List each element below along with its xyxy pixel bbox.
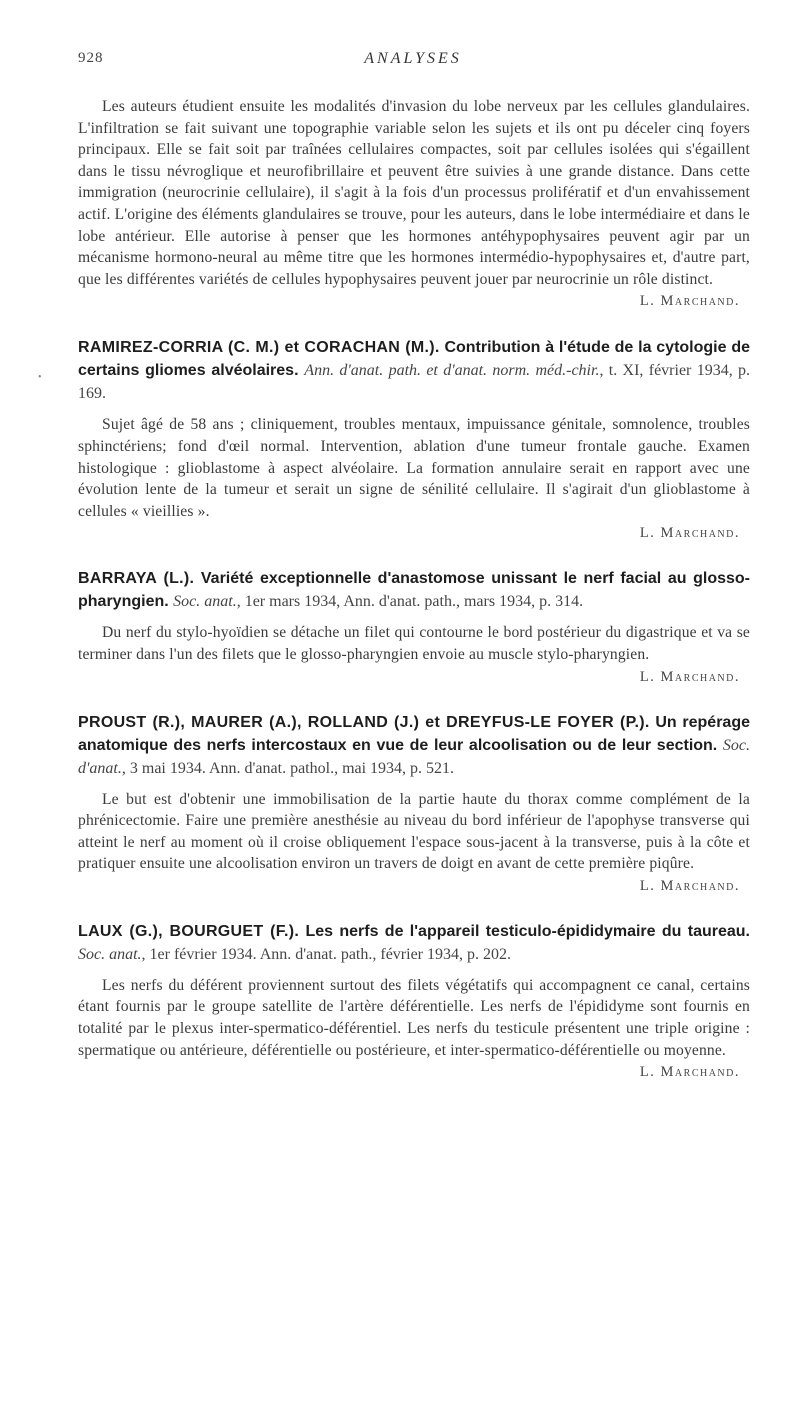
entry-reference <box>173 593 583 610</box>
entry-ref-details: , 1er février 1934. Ann. d'anat. path., février 1934, p. 202. <box>141 945 511 963</box>
page-content <box>78 96 750 1083</box>
entry-heading <box>78 711 750 780</box>
entry-body: Les nerfs du déférent proviennent surtout des filets végétatifs qui accompagnent ce canal, certains étant fournis par le groupe satellite de l'artère déférentielle. Les nerfs de l'épididyme sont fournis en totalité par le plexus inter-spermatico-déférentiel. Les nerfs du testicule présentent une triple origine : spermatique ou antérieure, déférentielle ou postérieure, et inter-spermatico-déférentielle ou moyenne. <box>78 976 750 1059</box>
entry-journal: Soc. anat. <box>173 593 237 611</box>
running-title: ANALYSES <box>364 50 462 67</box>
abstract-entry-4 <box>78 920 750 1083</box>
entry-heading <box>78 567 750 613</box>
entry-signature: L. Marchand. <box>639 668 740 685</box>
entry-ref-details: , t. XI, février 1934, p. 169. <box>78 362 751 403</box>
abstract-entry-1 <box>78 336 750 544</box>
intro-signature: L. Marchand. <box>639 293 740 310</box>
margin-dot: • <box>38 372 42 383</box>
entry-signature: L. Marchand. <box>639 525 740 542</box>
page-header <box>78 50 748 74</box>
entry-heading <box>78 336 750 405</box>
entry-journal: Soc. anat. <box>78 945 142 963</box>
entry-body: Sujet âgé de 58 ans ; cliniquement, troubles mentaux, impuissance génitale, somnolence, troubles sphinctériens; fond d'œil normal. Intervention, ablation d'une tumeur frontale gauche. Examen histologique : glioblastome à aspect alvéolaire. La formation annulaire serait en rapport avec une évolution lente de la tumeur et serait un signe de sénilité cellulaire. Il s'agirait d'un glioblastome à cellules « vieillies ». <box>78 416 750 520</box>
entry-authors: BARRAYA (L.). <box>78 570 195 588</box>
entry-ref-details: , 3 mai 1934. Ann. d'anat. pathol., mai 1934, p. 521. <box>121 759 455 777</box>
entry-journal: Ann. d'anat. path. et d'anat. norm. méd.-chir. <box>304 362 600 380</box>
entry-reference <box>78 946 511 963</box>
entry-signature: L. Marchand. <box>639 1064 740 1081</box>
page-number: 928 <box>78 50 104 66</box>
abstract-entry-2 <box>78 567 750 687</box>
entry-authors: LAUX (G.), BOURGUET (F.). <box>78 922 300 940</box>
entry-journal: Soc. d'anat. <box>78 736 751 777</box>
abstract-entry-3 <box>78 711 750 897</box>
entry-title: Variété exceptionnelle d'anastomose unissant le nerf facial au glosso-pharyngien. <box>78 570 750 611</box>
entry-title: Contribution à l'étude de la cytologie de certains gliomes alvéolaires. <box>78 339 750 380</box>
entry-signature: L. Marchand. <box>639 877 740 894</box>
intro-section <box>78 96 750 312</box>
entry-authors: RAMIREZ-CORRIA (C. M.) et CORACHAN (M.). <box>78 339 440 357</box>
entry-body: Le but est d'obtenir une immobilisation de la partie haute du thorax comme complément de la phrénicectomie. Faire une première anesthésie au niveau du bord inférieur de l'apophyse transverse qui atteint le nerf au moment où il croise obliquement l'espace sous-jacent à la transverse, puis à la côte et pratiquer ensuite une alcoolisation environ un travers de doigt en avant de cette première piqûre. <box>78 790 750 873</box>
entry-ref-details: , 1er mars 1934, Ann. d'anat. path., mars 1934, p. 314. <box>236 593 584 611</box>
entry-title: Un repérage anatomique des nerfs intercostaux en vue de leur alcoolisation ou de leur section. <box>78 713 750 754</box>
entry-authors: PROUST (R.), MAURER (A.), ROLLAND (J.) et DREYFUS-LE FOYER (P.). <box>78 713 650 731</box>
entry-heading <box>78 920 750 966</box>
entry-title: Les nerfs de l'appareil testiculo-épididymaire du taureau. <box>305 922 750 940</box>
entry-body: Du nerf du stylo-hyoïdien se détache un filet qui contourne le bord postérieur du digastrique et va se terminer dans l'un des filets que le glosso-pharyngien envoie au muscle stylo-pharyngien. <box>78 624 750 663</box>
intro-paragraph: Les auteurs étudient ensuite les modalités d'invasion du lobe nerveux par les cellules glandulaires. L'infiltration se fait suivant une topographie variable selon les sujets et ils ont pu déceler cinq foyers principaux. Elle se fait soit par traînées cellulaires compactes, soit par cellules isolées qui s'égaillent dans le tissu névroglique et neurofibrillaire et peuvent être suivies à une grande distance. Dans cette immigration (neurocrinie cellulaire), il s'agit à la fois d'un processus prolifératif et d'un envahissement actif. L'origine des éléments glandulaires se trouve, pour les auteurs, dans le lobe intermédiaire et dans le lobe antérieur. Elle autorise à penser que les hormones antéhypophysaires peuvent agir par un mécanisme hormono-neural au même titre que les hormones intermédio-hypophysaires et, d'autre part, que les différentes variétés de cellules hypophysaires peuvent jouer par neurocrinie un rôle distinct. <box>78 98 750 288</box>
